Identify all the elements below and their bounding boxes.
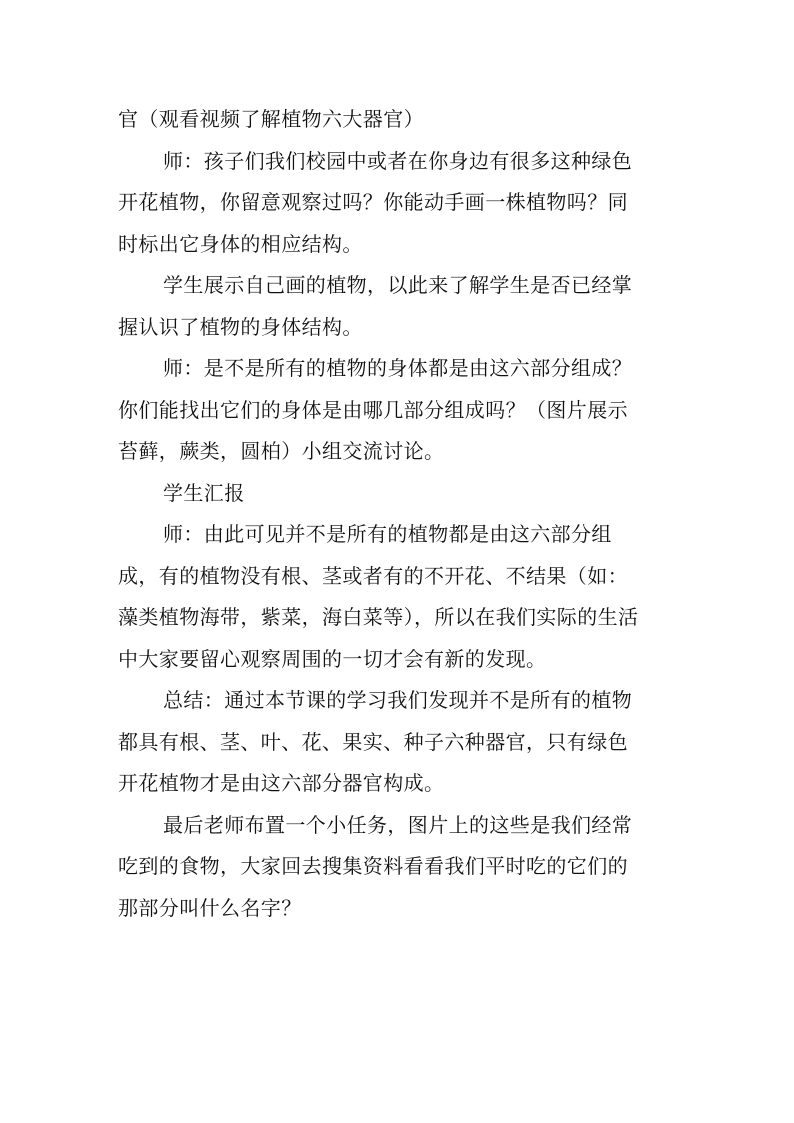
text-line: 藻类植物海带，紫菜，海白菜等），所以在我们实际的生活 (118, 605, 639, 629)
text-line: 学生展示自己画的植物，以此来了解学生是否已经掌 (163, 273, 633, 297)
text-line: 握认识了植物的身体结构。 (118, 314, 363, 339)
text-line: 学生汇报 (163, 480, 245, 505)
paragraph-6 (118, 514, 658, 680)
paragraph-2 (118, 141, 658, 266)
text-line: 你们能找出它们的身体是由哪几部分组成吗？（图片展示 (118, 397, 628, 422)
text-line: 开花植物才是由这六部分器官构成。 (118, 771, 445, 795)
text-line: 师：是不是所有的植物的身体都是由这六部分组成？ (163, 356, 633, 380)
text-line: 吃到的食物，大家回去搜集资料看看我们平时吃的它们的 (118, 854, 628, 878)
text-line: 师：孩子们我们校园中或者在你身边有很多这种绿色 (163, 148, 633, 173)
text-line: 开花植物，你留意观察过吗？你能动手画一株植物吗？同 (118, 190, 628, 214)
text-line: 官（观看视频了解植物六大器官） (118, 107, 424, 131)
paragraph-4 (118, 348, 658, 473)
paragraph-7 (118, 680, 658, 805)
paragraph-8 (118, 805, 658, 930)
text-line: 成，有的植物没有根、茎或者有的不开花、不结果（如： (118, 563, 628, 588)
text-line: 师：由此可见并不是所有的植物都是由这六部分组 (163, 522, 612, 546)
text-line: 时标出它身体的相应结构。 (118, 231, 363, 256)
text-line: 最后老师布置一个小任务，图片上的这些是我们经常 (163, 812, 633, 837)
paragraph-3 (118, 265, 658, 348)
text-line: 那部分叫什么名字？ (118, 895, 302, 920)
document-body (118, 99, 658, 929)
text-line: 苔藓，蕨类，圆柏）小组交流讨论。 (118, 439, 445, 463)
text-line: 总结：通过本节课的学习我们发现并不是所有的植物 (163, 688, 633, 712)
text-line: 中大家要留心观察周围的一切才会有新的发现。 (118, 646, 547, 671)
paragraph-5 (118, 473, 658, 515)
paragraph-1 (118, 99, 658, 141)
text-line: 都具有根、茎、叶、花、果实、种子六种器官，只有绿色 (118, 729, 628, 754)
